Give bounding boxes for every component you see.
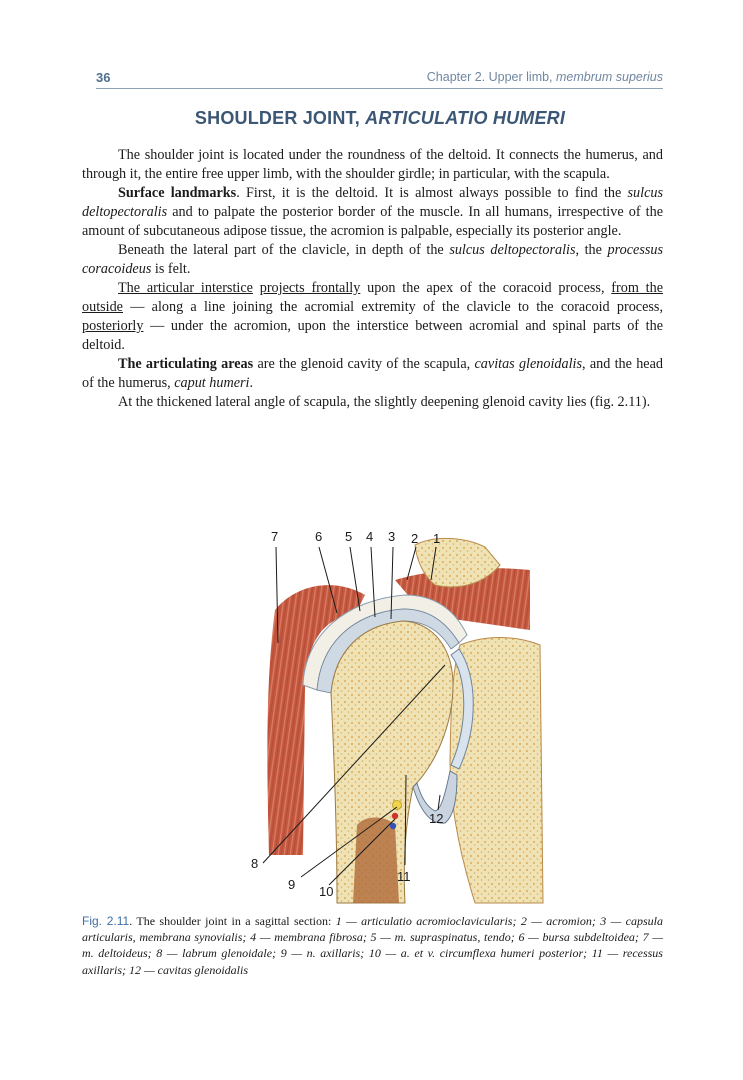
running-head (427, 70, 663, 84)
p3-text-1: Beneath the lateral part of the clavicle, in depth of the (118, 242, 450, 258)
label-2: 2 (411, 531, 419, 546)
p3-text-3: is felt. (151, 261, 191, 277)
p2-text-1: . First, it is the deltoid. It is almost always possible to find the (236, 185, 628, 201)
label-7: 7 (271, 529, 279, 544)
label-9: 9 (288, 877, 296, 892)
paragraph-1: The shoulder joint is located under the roundness of the deltoid. It connects the humerus, and through it, the entire free upper limb, with the shoulder girdle; in particular, with the scapula. (82, 147, 663, 182)
caption-item: 5 — m. supraspinatus, tendo; (370, 930, 519, 945)
caption-item: 1 — articulatio acromioclavicularis; (335, 914, 521, 928)
p5-italic-1: cavitas glenoidalis (474, 356, 583, 372)
p2-text-2: and to palpate the posterior border of the muscle. In all humans, irrespective of the amount of subcutaneous adipose tissue, the acromion is palpable, especially its posterior angle. (82, 204, 663, 239)
title-italic: ARTICULATIO HUMERI (365, 108, 566, 128)
p4-underline-1: The articular interstice (118, 280, 253, 296)
p4-text-4: — under the acromion, upon the interstice between acromial and spinal parts of the deltoid. (82, 318, 663, 353)
label-1: 1 (433, 531, 441, 546)
caption-item: 9 — n. axillaris; (280, 946, 369, 961)
caption-item: 4 — membrana fibrosa; (250, 930, 371, 945)
title-plain: SHOULDER JOINT, (194, 108, 366, 128)
caption-item: 10 — a. et v. circumflexa humeri posterior; (368, 946, 592, 961)
paragraph-3 (82, 241, 663, 279)
body-text (82, 146, 663, 412)
label-8: 8 (251, 856, 259, 871)
running-head-plain: Chapter 2. Upper limb, (426, 70, 557, 84)
caption-item: 2 — acromion; (520, 914, 601, 928)
label-4: 4 (366, 529, 374, 544)
p3-italic-1: sulcus deltopectoralis (449, 242, 576, 258)
p4-underline-2: projects frontally (259, 280, 361, 296)
label-5: 5 (345, 529, 353, 544)
label-10: 10 (319, 884, 334, 899)
section-title (80, 108, 680, 129)
p4-text-2: upon the apex of the coracoid process, (360, 280, 612, 296)
p3-text-2: , the (575, 242, 608, 258)
label-12: 12 (429, 811, 444, 826)
humerus-marrow (353, 818, 399, 904)
header-rule (96, 88, 663, 89)
shoulder-section-illustration (245, 525, 545, 905)
caption-item: 3 — capsula articularis, membrana synovialis; (82, 914, 663, 945)
p2-bold: Surface landmarks (118, 185, 237, 201)
paragraph-5 (82, 355, 663, 393)
p4-text-1 (253, 280, 260, 296)
caption-item: 7 — m. deltoideus; (82, 930, 664, 961)
paragraph-2 (82, 184, 663, 241)
p5-italic-2: caput humeri (174, 375, 250, 391)
shoulder-joint-figure (245, 525, 545, 905)
artery-dot (392, 813, 398, 819)
caption-item: 12 — cavitas glenoidalis (129, 962, 248, 977)
p4-text-3: — along a line joining the acromial extremity of the clavicle to the coracoid process, (122, 299, 663, 315)
label-3: 3 (388, 529, 396, 544)
nerve-dot (393, 801, 402, 810)
label-6: 6 (315, 529, 323, 544)
paragraph-4 (82, 279, 663, 355)
caption-figure-ref: Fig. 2.11 (82, 914, 130, 928)
p5-text-1: are the glenoid cavity of the scapula, (253, 356, 475, 372)
label-11: 11 (397, 869, 411, 884)
p4-underline-3: from the outside (82, 280, 664, 315)
caption-item: 6 — bursa subdeltoidea; (518, 930, 643, 945)
page-number: 36 (96, 70, 111, 85)
p5-bold: The articulating areas (118, 356, 254, 372)
caption-item: 11 — recessus axillaris; (82, 946, 663, 977)
p5-text-2: , and the head of the humerus, (82, 356, 663, 391)
running-head-italic: membrum superius (556, 70, 663, 84)
paragraph-6: At the thickened lateral angle of scapula, the slightly deepening glenoid cavity lies (fig. 2.11). (118, 394, 651, 410)
p2-italic-1: sulcus deltopectoralis (82, 185, 663, 220)
p5-text-3: . (249, 375, 254, 391)
p4-underline-4: posteriorly (82, 318, 144, 334)
figure-caption (82, 913, 663, 978)
caption-intro: . The shoulder joint in a sagittal section: (129, 914, 336, 928)
p3-italic-2: processus coracoideus (82, 242, 663, 277)
caption-item: 8 — labrum glenoidale; (156, 946, 281, 961)
